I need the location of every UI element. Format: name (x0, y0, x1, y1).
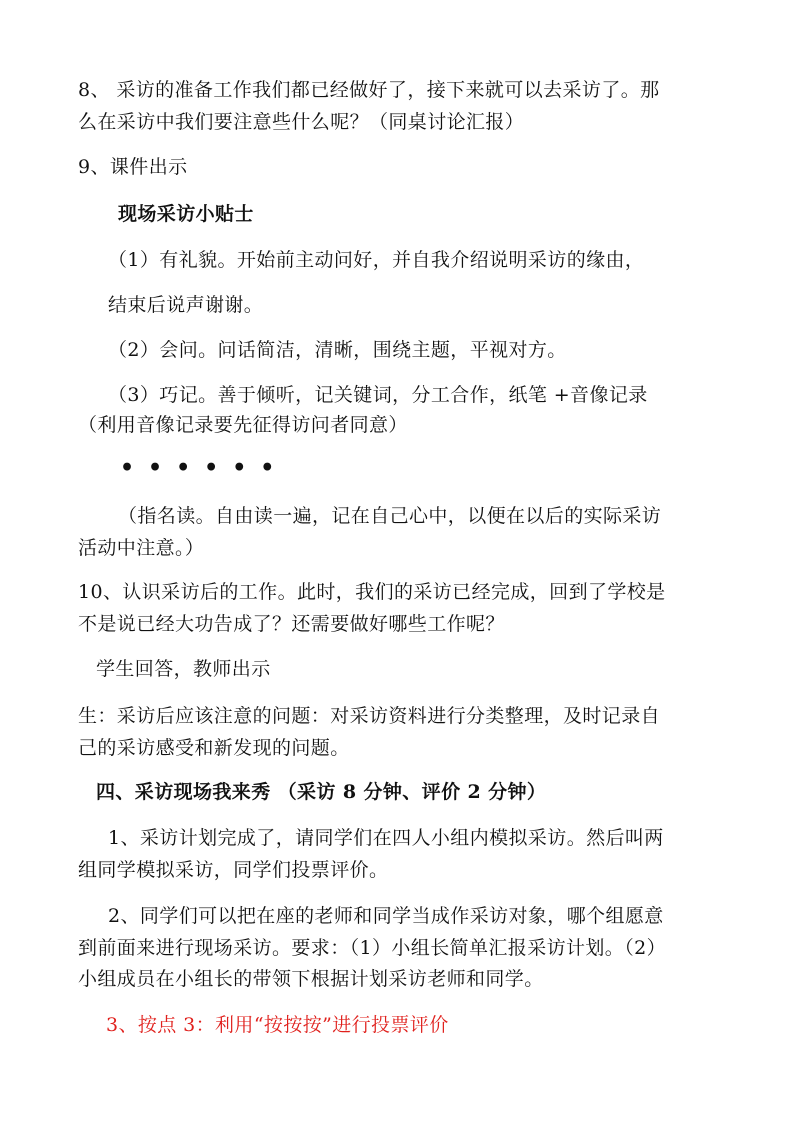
text-line: 生：采访后应该注意的问题：对采访资料进行分类整理，及时记录自 (78, 705, 661, 727)
text-line: 小组成员在小组长的带领下根据计划采访老师和同学。 (78, 968, 544, 990)
text-line: 10、认识采访后的工作。此时，我们的采访已经完成，回到了学校是 (78, 581, 666, 603)
text-line: （利用音像记录要先征得访问者同意） (78, 414, 408, 436)
text-line: （2）会问。问话简洁，清晰，围绕主题，平视对方。 (108, 339, 567, 361)
ellipsis-dots: •••••• (120, 455, 289, 481)
text-line: 己的采访感受和新发现的问题。 (78, 737, 350, 759)
section-heading: 四、采访现场我来秀 （采访 8 分钟、评价 2 分钟） (96, 781, 547, 803)
text-line: 9、课件出示 (78, 156, 188, 178)
text-line: 么在采访中我们要注意些什么呢？（同桌讨论汇报） (78, 111, 525, 133)
section-heading: 现场采访小贴士 (118, 203, 254, 225)
text-line: 到前面来进行现场采访。要求：（1）小组长简单汇报采访计划。（2） (78, 937, 666, 959)
text-line: 1、采访计划完成了，请同学们在四人小组内模拟采访。然后叫两 (108, 827, 664, 849)
text-line: （指名读。自由读一遍，记在自己心中，以便在以后的实际采访 (118, 505, 662, 527)
text-line: 组同学模拟采访，同学们投票评价。 (78, 859, 389, 881)
text-line: （3）巧记。善于倾听，记关键词，分工合作，纸笔 +音像记录 (108, 384, 648, 406)
text-line: 学生回答，教师出示 (96, 658, 271, 680)
text-line: 结束后说声谢谢。 (108, 294, 264, 316)
text-line: 2、同学们可以把在座的老师和同学当成作采访对象，哪个组愿意 (108, 905, 664, 927)
text-line: （1）有礼貌。开始前主动问好，并自我介绍说明采访的缘由， (108, 249, 645, 271)
text-line: 活动中注意。） (78, 537, 205, 559)
text-line: 8、 采访的准备工作我们都已经做好了，接下来就可以去采访了。那 (78, 79, 660, 101)
text-line: 不是说已经大功告成了？还需要做好哪些工作呢？ (78, 613, 505, 635)
highlighted-line: 3、按点 3：利用“按按按”进行投票评价 (106, 1014, 449, 1036)
